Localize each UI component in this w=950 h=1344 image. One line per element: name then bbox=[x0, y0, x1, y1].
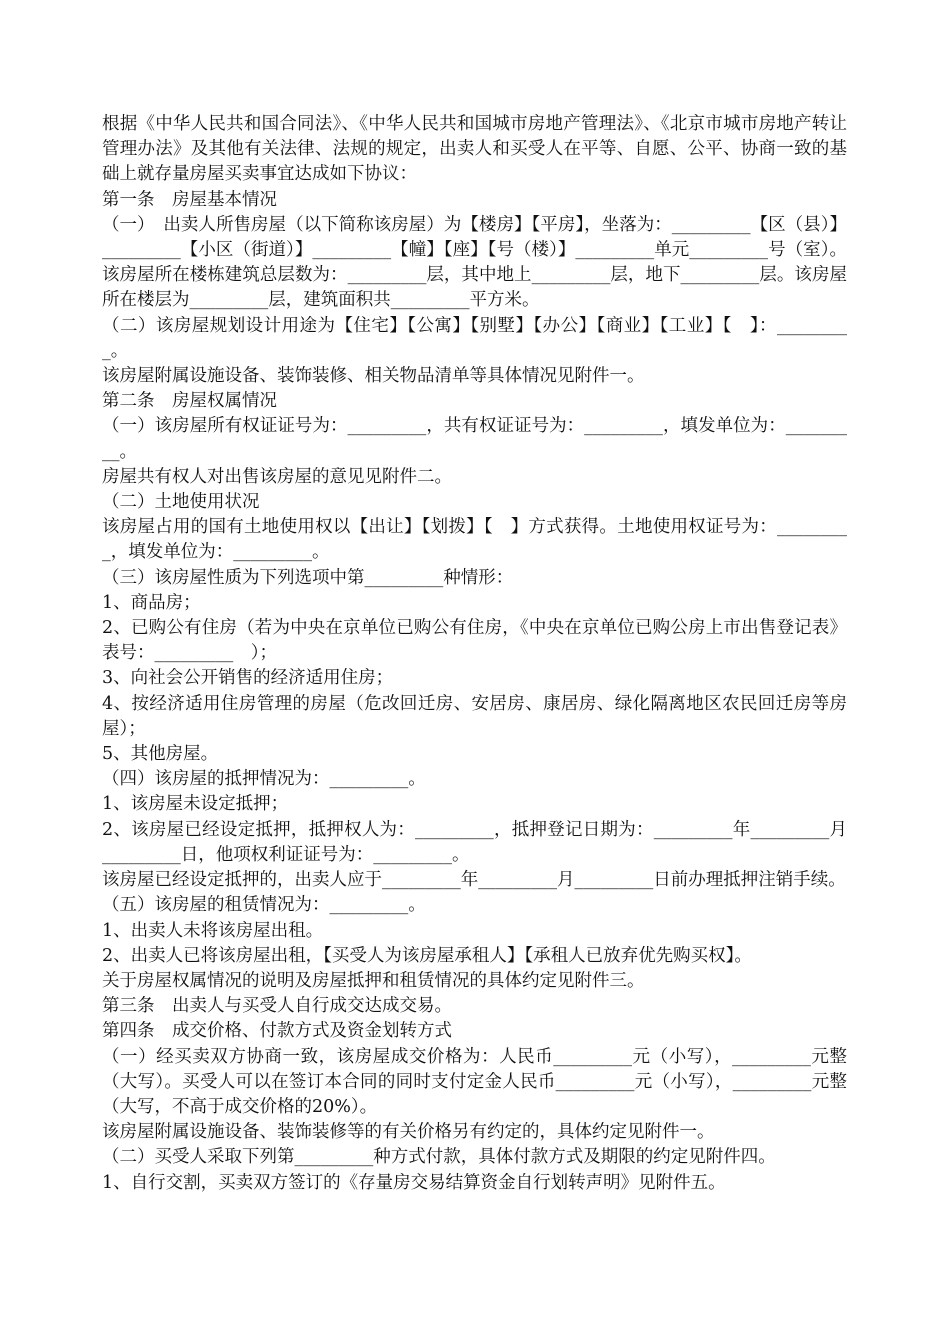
lease-option-2: 2、出卖人已将该房屋出租，【买受人为该房屋承租人】【承租人已放弃优先购买权】。 bbox=[102, 945, 752, 966]
article-1-clause-1: （一） 出卖人所售房屋（以下简称该房屋）为【楼房】【平房】，坐落为：_________【区（县）】_________【小区（街道）】_________【幢】【座】【号（楼）】_________单元_________号（室）。该房屋所在楼栋建筑总层数为：_________层，其中地上_________层，地下_________层。该房屋所在楼层为_________层，建筑面积共_________平方米。 bbox=[102, 214, 847, 311]
article-2-heading: 第二条 房屋权属情况 bbox=[102, 391, 277, 412]
property-type-option-3: 3、向社会公开销售的经济适用住房； bbox=[102, 668, 394, 689]
article-4-heading: 第四条 成交价格、付款方式及资金划转方式 bbox=[102, 1021, 452, 1042]
article-4-clause-1: （一）经买卖双方协商一致，该房屋成交价格为：人民币_________元（小写），_________元整（大写）。买受人可以在签订本合同的同时支付定金人民币_________元（小写），_________元整（大写，不高于成交价格的20%）。 bbox=[102, 1046, 847, 1117]
article-4-clause-2: （二）买受人采取下列第_________种方式付款，具体付款方式及期限的约定见附件四。 bbox=[102, 1147, 776, 1168]
mortgage-option-1: 1、该房屋未设定抵押； bbox=[102, 794, 289, 815]
property-type-option-2: 2、已购公有住房（若为中央在京单位已购公有住房，《中央在京单位已购公房上市出售登记表》表号：_________ ）； bbox=[102, 618, 847, 664]
article-2-clause-2: （二）土地使用状况 bbox=[102, 492, 260, 513]
article-2-clause-3: （三）该房屋性质为下列选项中第_________种情形： bbox=[102, 567, 514, 588]
preamble-paragraph: 根据《中华人民共和国合同法》、《中华人民共和国城市房地产管理法》、《北京市城市房地产转让管理办法》及其他有关法律、法规的规定，出卖人和买受人在平等、自愿、公平、协商一致的基础上就存量房屋买卖事宜达成如下协议： bbox=[102, 114, 847, 185]
land-use-paragraph: 该房屋占用的国有土地使用权以【出让】【划拨】【 】方式获得。土地使用权证号为：_________，填发单位为：_________。 bbox=[102, 517, 847, 563]
article-2-clause-1: （一）该房屋所有权证证号为：_________，共有权证证号为：_________，填发单位为：_________。 bbox=[102, 416, 847, 462]
ownership-note: 关于房屋权属情况的说明及房屋抵押和租赁情况的具体约定见附件三。 bbox=[102, 970, 645, 991]
article-1-clause-2: （二）该房屋规划设计用途为【住宅】【公寓】【别墅】【办公】【商业】【工业】【 】：_________。 bbox=[102, 315, 847, 361]
article-1-heading: 第一条 房屋基本情况 bbox=[102, 189, 277, 210]
article-2-clause-4: （四）该房屋的抵押情况为：_________。 bbox=[102, 769, 426, 790]
property-type-option-5: 5、其他房屋。 bbox=[102, 744, 219, 765]
lease-option-1: 1、出卖人未将该房屋出租。 bbox=[102, 920, 324, 941]
article-4-price-note: 该房屋附属设施设备、装饰装修等的有关价格另有约定的，具体约定见附件一。 bbox=[102, 1122, 715, 1143]
mortgage-option-2: 2、该房屋已经设定抵押，抵押权人为：_________，抵押登记日期为：_________年_________月_________日，他项权利证证号为：_________。 bbox=[102, 819, 847, 865]
payment-option-1: 1、自行交割，买卖双方签订的《存量房交易结算资金自行划转声明》见附件五。 bbox=[102, 1172, 726, 1193]
contract-body bbox=[102, 112, 847, 1196]
article-2-coowner-note: 房屋共有权人对出售该房屋的意见见附件二。 bbox=[102, 466, 452, 487]
property-type-option-1: 1、商品房； bbox=[102, 592, 201, 613]
article-3-heading: 第三条 出卖人与买受人自行成交达成交易。 bbox=[102, 996, 452, 1017]
article-1-note: 该房屋附属设施设备、装饰装修、相关物品清单等具体情况见附件一。 bbox=[102, 366, 645, 387]
mortgage-release-paragraph: 该房屋已经设定抵押的，出卖人应于_________年_________月_________日前办理抵押注销手续。 bbox=[102, 870, 846, 891]
article-2-clause-5: （五）该房屋的租赁情况为：_________。 bbox=[102, 895, 426, 916]
property-type-option-4: 4、按经济适用住房管理的房屋（危改回迁房、安居房、康居房、绿化隔离地区农民回迁房等房屋）； bbox=[102, 693, 847, 739]
